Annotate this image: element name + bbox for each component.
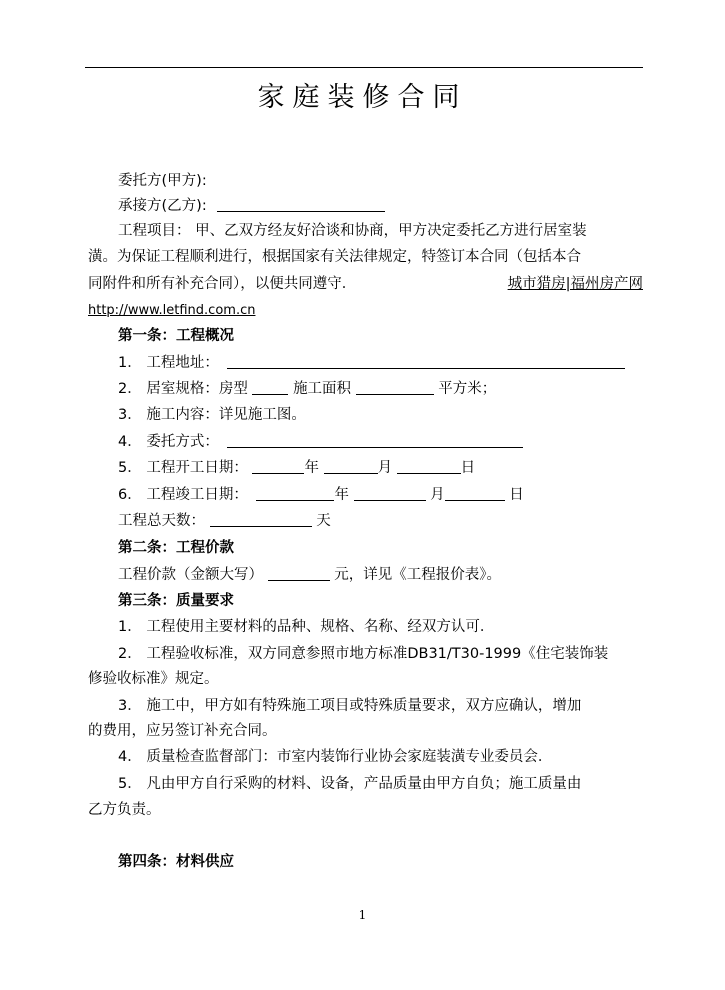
total-days-blank [210,511,312,527]
end-month-blank [354,485,426,501]
art3-item-4: 4． 质量检查监督部门：市室内装饰行业协会家庭装潢专业委员会． [118,749,553,765]
art1-item-4 [118,432,643,452]
article-4-heading: 第四条：材料供应 [118,854,234,870]
art1-item-2-label: 2． 居室规格：房型 [118,381,248,397]
intro-line-3 [88,274,643,294]
art1-item-1 [118,353,643,373]
article-1-heading: 第一条：工程概况 [118,328,234,344]
start-date-label: 5． 工程开工日期： [118,460,248,476]
contractor-label: 承接方(乙方): [118,198,207,214]
month-label: 月 [430,487,445,503]
art3-item-1: 1． 工程使用主要材料的品种、规格、名称、经双方认可． [118,619,495,635]
end-day-blank [445,485,505,501]
art2-price-line [118,565,643,585]
header-rule [85,67,643,68]
art1-item-1-label: 1． 工程地址： [118,355,219,371]
article-2-heading: 第二条：工程价款 [118,540,234,556]
total-days-label: 工程总天数： [118,513,205,529]
total-days-line [118,511,643,531]
area-label: 施工面积 [293,381,352,397]
art3-item-3-line-1: 3． 施工中，甲方如有特殊施工项目或特殊质量要求，双方应确认，增加 [118,698,582,714]
start-day-blank [397,458,461,474]
source-link[interactable]: 城市猎房|福州房产网 [507,276,643,292]
art1-item-5 [118,458,643,478]
article-3-heading: 第三条：质量要求 [118,593,234,609]
year-label: 年 [334,487,349,503]
price-blank [268,565,330,581]
art1-item-3: 3． 施工内容：详见施工图。 [118,407,306,423]
intro-line-2: 潢。为保证工程顺利进行，根据国家有关法律规定，特签订本合同（包括本合 [88,249,581,265]
contractor-line [118,196,643,216]
start-year-blank [252,458,304,474]
client-line [118,171,643,191]
price-unit: 元，详见《工程报价表》。 [334,567,501,583]
art1-item-4-label: 4． 委托方式： [118,434,219,450]
source-url[interactable]: http://www.letfind.com.cn [88,303,256,318]
month-label: 月 [377,460,393,476]
year-label: 年 [304,460,319,476]
art3-item-2-line-2: 修验收标准》规定。 [88,671,219,687]
contractor-blank [217,196,385,212]
area-blank [356,379,434,395]
day-label: 日 [460,460,476,476]
area-unit: 平方米； [438,381,497,397]
price-label: 工程价款（金额大写） [118,567,263,583]
art3-item-3-line-2: 的费用，应另签订补充合同。 [88,723,277,739]
days-unit: 天 [316,513,331,529]
address-blank [227,353,625,369]
art3-item-5-line-2: 乙方负责。 [88,802,161,818]
client-label: 委托方(甲方): [118,173,207,189]
end-year-blank [256,485,334,501]
art1-item-6 [118,485,643,505]
room-type-blank [252,379,288,395]
art1-item-2 [118,379,643,399]
art3-item-2-line-1: 2． 工程验收标准，双方同意参照市地方标准DB31/T30-1999《住宅装饰装 [118,646,609,662]
commission-blank [227,432,523,448]
art3-item-5-line-1: 5． 凡由甲方自行采购的材料、设备，产品质量由甲方自负；施工质量由 [118,776,582,792]
document-title: 家庭装修合同 [257,82,468,113]
intro-line-3-text: 同附件和所有补充合同），以便共同遵守． [88,276,357,292]
start-month-blank [324,458,378,474]
end-date-label: 6． 工程竣工日期： [118,487,248,503]
day-label: 日 [509,487,524,503]
page-number: 1 [358,908,367,922]
intro-line-1: 工程项目： 甲、乙双方经友好洽谈和协商，甲方决定委托乙方进行居室装 [118,223,587,239]
